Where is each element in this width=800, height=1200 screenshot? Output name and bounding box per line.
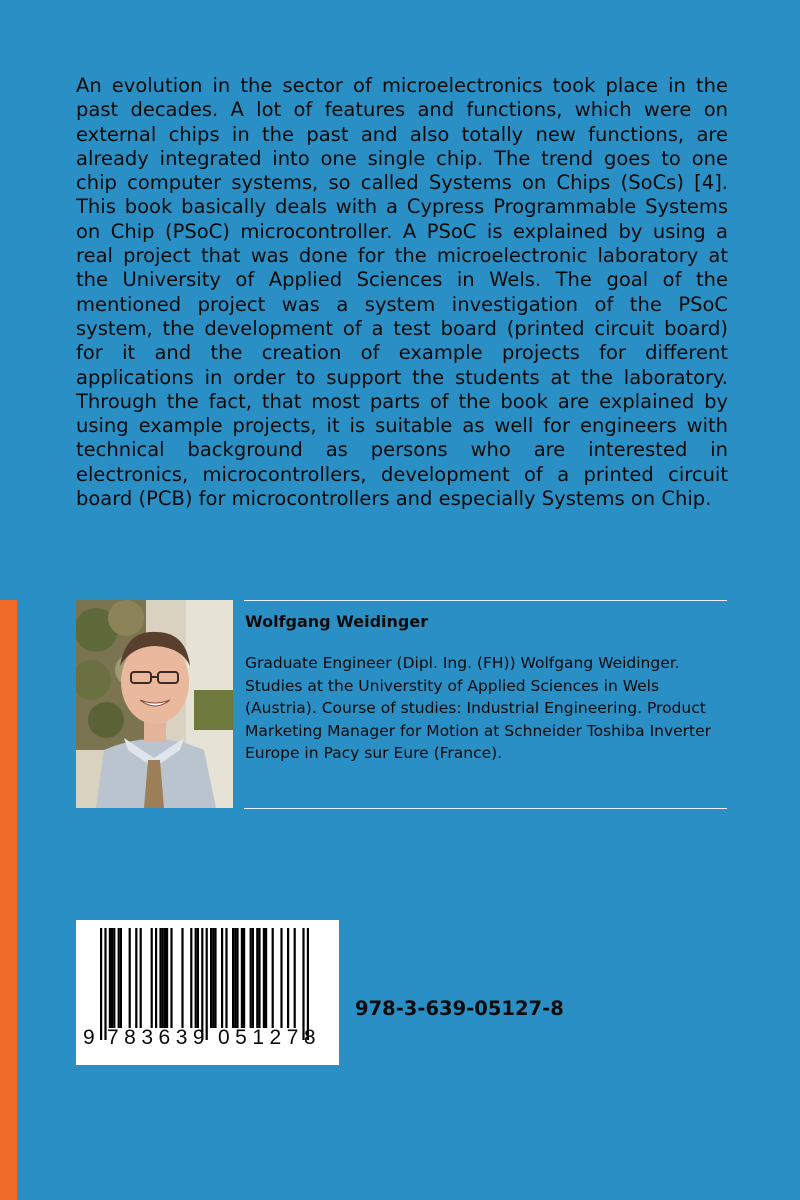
barcode-bar xyxy=(294,928,296,1028)
barcode-bar xyxy=(265,928,267,1028)
barcode-bar xyxy=(170,928,172,1028)
barcode-bar xyxy=(166,928,168,1028)
barcode-left-digits: 783639 xyxy=(107,1026,211,1049)
author-photo xyxy=(76,600,233,808)
barcode-bar xyxy=(214,928,216,1028)
barcode-guard-bar xyxy=(307,928,309,1040)
barcode-guard-bar xyxy=(206,928,208,1040)
barcode-bar xyxy=(111,928,113,1028)
barcode-bar xyxy=(221,928,223,1028)
book-description: An evolution in the sector of microelectronics took place in the past decades. A lot of features and functions, which were on external chips in the past and also totally new functions, are already integrated into one single chip. The trend goes to one chip computer systems, so called Systems on Chips (SoCs) [4]. This book basically deals with a Cypress Programmable Systems on Chip (PSoC) microcontroller. A PSoC is explained by using a real project that was done for the microelectronic laboratory at the University of Applied Sciences in Wels. The goal of the mentioned project was a system investigation of the PSoC system, the development of a test board (printed circuit board) for it and the creation of example projects for different applications in order to support the students at the laboratory. Through the fact, that most parts of the book are explained by using example projects, it is suitable as well for engineers with technical background as persons who are interested in electronics, microcontrollers, development of a printed circuit board (PCB) for microcontrollers and especially Systems on Chip. xyxy=(76,74,728,511)
barcode-bar xyxy=(118,928,120,1028)
author-top-divider xyxy=(244,600,727,601)
barcode-bar xyxy=(197,928,199,1028)
barcode-bar xyxy=(250,928,252,1028)
barcode-bar xyxy=(135,928,137,1028)
barcode-bar xyxy=(129,928,131,1028)
barcode-bar xyxy=(190,928,192,1028)
barcode-bar xyxy=(109,928,111,1028)
barcode-bar xyxy=(232,928,234,1028)
barcode-bar xyxy=(252,928,254,1028)
barcode-bar xyxy=(120,928,122,1028)
orange-side-stripe xyxy=(0,600,17,1200)
barcode-bar xyxy=(243,928,245,1028)
barcode-bar xyxy=(113,928,115,1028)
barcode-digits xyxy=(76,1026,339,1056)
barcode-bar xyxy=(287,928,289,1028)
author-name: Wolfgang Weidinger xyxy=(245,612,429,631)
barcode-bar xyxy=(195,928,197,1028)
barcode-bar xyxy=(263,928,265,1028)
barcode-guard-bar xyxy=(104,928,106,1040)
barcode-bar xyxy=(236,928,238,1028)
isbn-number: 978-3-639-05127-8 xyxy=(355,997,564,1020)
barcode-guard-bar xyxy=(302,928,304,1040)
barcode-bar xyxy=(212,928,214,1028)
barcode-bar xyxy=(155,928,157,1028)
barcode-bar xyxy=(210,928,212,1028)
barcode-bar xyxy=(164,928,166,1028)
barcode-bar xyxy=(162,928,164,1028)
barcode-bar xyxy=(151,928,153,1028)
barcode-guard-bar xyxy=(100,928,102,1040)
barcode-first-digit: 9 xyxy=(83,1026,95,1049)
barcode-bar xyxy=(241,928,243,1028)
isbn-barcode xyxy=(76,920,339,1065)
barcode-bar xyxy=(258,928,260,1028)
barcode-bar xyxy=(181,928,183,1028)
barcode-bar xyxy=(140,928,142,1028)
author-bio: Graduate Engineer (Dipl. Ing. (FH)) Wolfgang Weidinger. Studies at the Universtity of Applied Sciences in Wels (Austria). Course of studies: Industrial Engineering. Product Marketing Manager for Motion at Schneider Toshiba Inverter Europe in Pacy sur Eure (France). xyxy=(245,654,712,762)
barcode-right-digits: 051278 xyxy=(218,1026,322,1049)
author-bottom-divider xyxy=(244,808,727,809)
barcode-bar xyxy=(280,928,282,1028)
barcode-bar xyxy=(225,928,227,1028)
barcode-bar xyxy=(234,928,236,1028)
barcode-bar xyxy=(256,928,258,1028)
barcode-guard-bar xyxy=(201,928,203,1040)
barcode-bar xyxy=(159,928,161,1028)
barcode-bar xyxy=(272,928,274,1028)
